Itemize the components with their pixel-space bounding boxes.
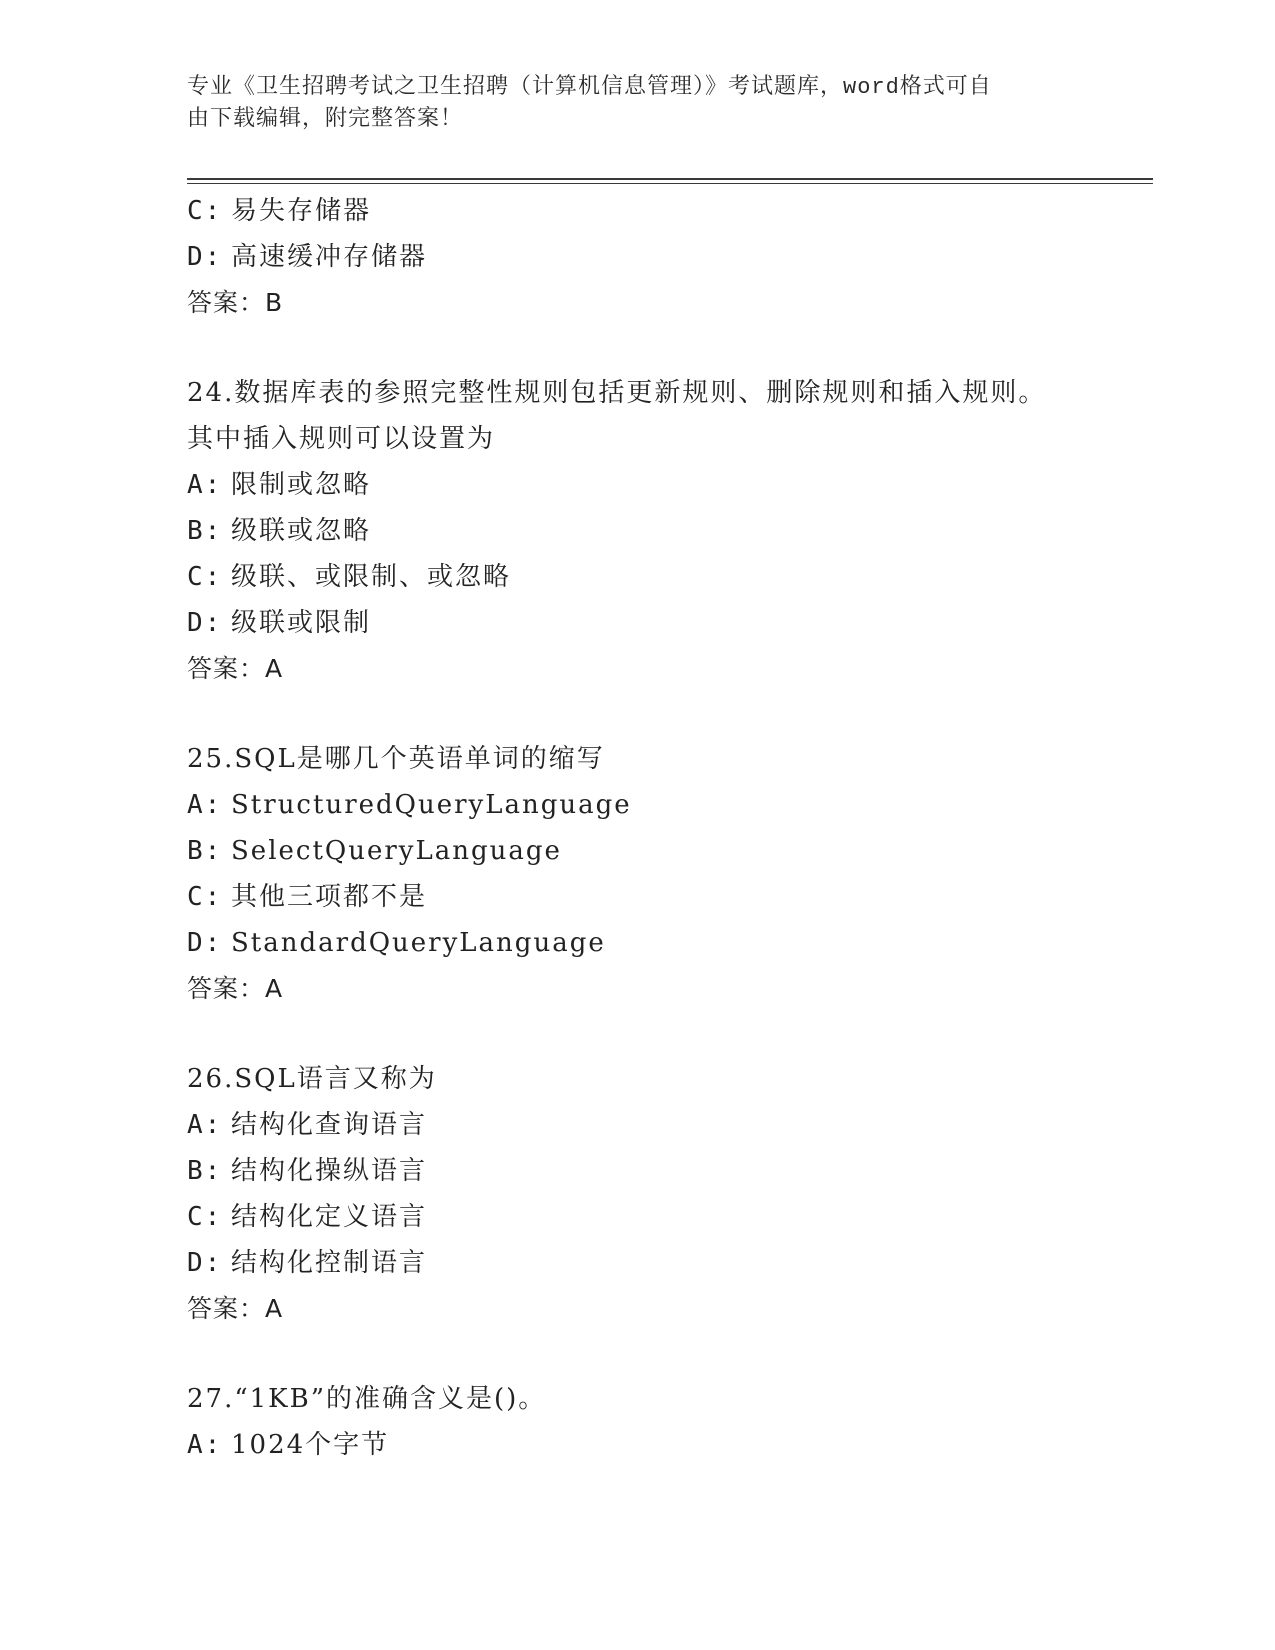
option-key: D: — [187, 242, 223, 272]
option-text: 级联或忽略 — [231, 516, 372, 546]
option-key: D: — [187, 928, 223, 958]
header-divider — [187, 178, 1153, 180]
question-stem: 24.数据库表的参照完整性规则包括更新规则、删除规则和插入规则。 — [187, 378, 1047, 408]
option-key: B: — [187, 516, 223, 546]
option-c — [187, 188, 1153, 234]
option-a — [187, 462, 1153, 508]
document-header — [187, 72, 1067, 136]
option-text: 限制或忽略 — [231, 470, 372, 500]
option-key: C: — [187, 1202, 223, 1232]
option-key: B: — [187, 1156, 223, 1186]
option-text: StandardQueryLanguage — [231, 928, 606, 958]
option-text: 级联或限制 — [231, 608, 372, 638]
option-c — [187, 874, 1153, 920]
question-25 — [187, 736, 1153, 1012]
answer: 答案：A — [187, 654, 284, 683]
header-divider-thin — [187, 183, 1153, 184]
option-key: C: — [187, 562, 223, 592]
option-d — [187, 920, 1153, 966]
option-a — [187, 1102, 1153, 1148]
option-d — [187, 234, 1153, 280]
question-24 — [187, 370, 1153, 692]
question-23 — [187, 188, 1153, 326]
question-stem-continued: 其中插入规则可以设置为 — [187, 424, 496, 454]
question-list — [187, 188, 1153, 1468]
answer: 答案：A — [187, 974, 284, 1003]
option-a — [187, 1422, 1153, 1468]
option-text: 结构化操纵语言 — [231, 1156, 428, 1186]
question-stem: 26.SQL语言又称为 — [187, 1064, 437, 1094]
option-key: C: — [187, 196, 223, 226]
option-b — [187, 828, 1153, 874]
option-text: 易失存储器 — [231, 196, 372, 226]
option-key: B: — [187, 836, 223, 866]
option-c — [187, 1194, 1153, 1240]
option-text: SelectQueryLanguage — [231, 836, 562, 866]
question-26 — [187, 1056, 1153, 1332]
option-key: A: — [187, 1110, 223, 1140]
question-stem: 27.“1KB”的准确含义是()。 — [187, 1384, 547, 1414]
option-key: A: — [187, 470, 223, 500]
option-key: C: — [187, 882, 223, 912]
question-27 — [187, 1376, 1153, 1468]
option-text: 其他三项都不是 — [231, 882, 428, 912]
option-key: D: — [187, 608, 223, 638]
option-d — [187, 1240, 1153, 1286]
option-a — [187, 782, 1153, 828]
option-key: A: — [187, 790, 223, 820]
option-text: 高速缓冲存储器 — [231, 242, 428, 272]
option-b — [187, 508, 1153, 554]
header-line-1: 专业《卫生招聘考试之卫生招聘（计算机信息管理）》考试题库，word格式可自 — [187, 75, 992, 100]
option-text: 结构化控制语言 — [231, 1248, 428, 1278]
option-b — [187, 1148, 1153, 1194]
answer: 答案：A — [187, 1294, 284, 1323]
option-text: 结构化定义语言 — [231, 1202, 428, 1232]
option-key: D: — [187, 1248, 223, 1278]
option-text: 1024个字节 — [231, 1430, 390, 1460]
option-text: 结构化查询语言 — [231, 1110, 428, 1140]
answer: 答案：B — [187, 288, 284, 317]
option-d — [187, 600, 1153, 646]
option-c — [187, 554, 1153, 600]
option-text: 级联、或限制、或忽略 — [231, 562, 512, 592]
header-line-2: 由下载编辑，附完整答案！ — [187, 107, 464, 132]
option-text: StructuredQueryLanguage — [231, 790, 632, 820]
question-stem: 25.SQL是哪几个英语单词的缩写 — [187, 744, 605, 774]
option-key: A: — [187, 1430, 223, 1460]
